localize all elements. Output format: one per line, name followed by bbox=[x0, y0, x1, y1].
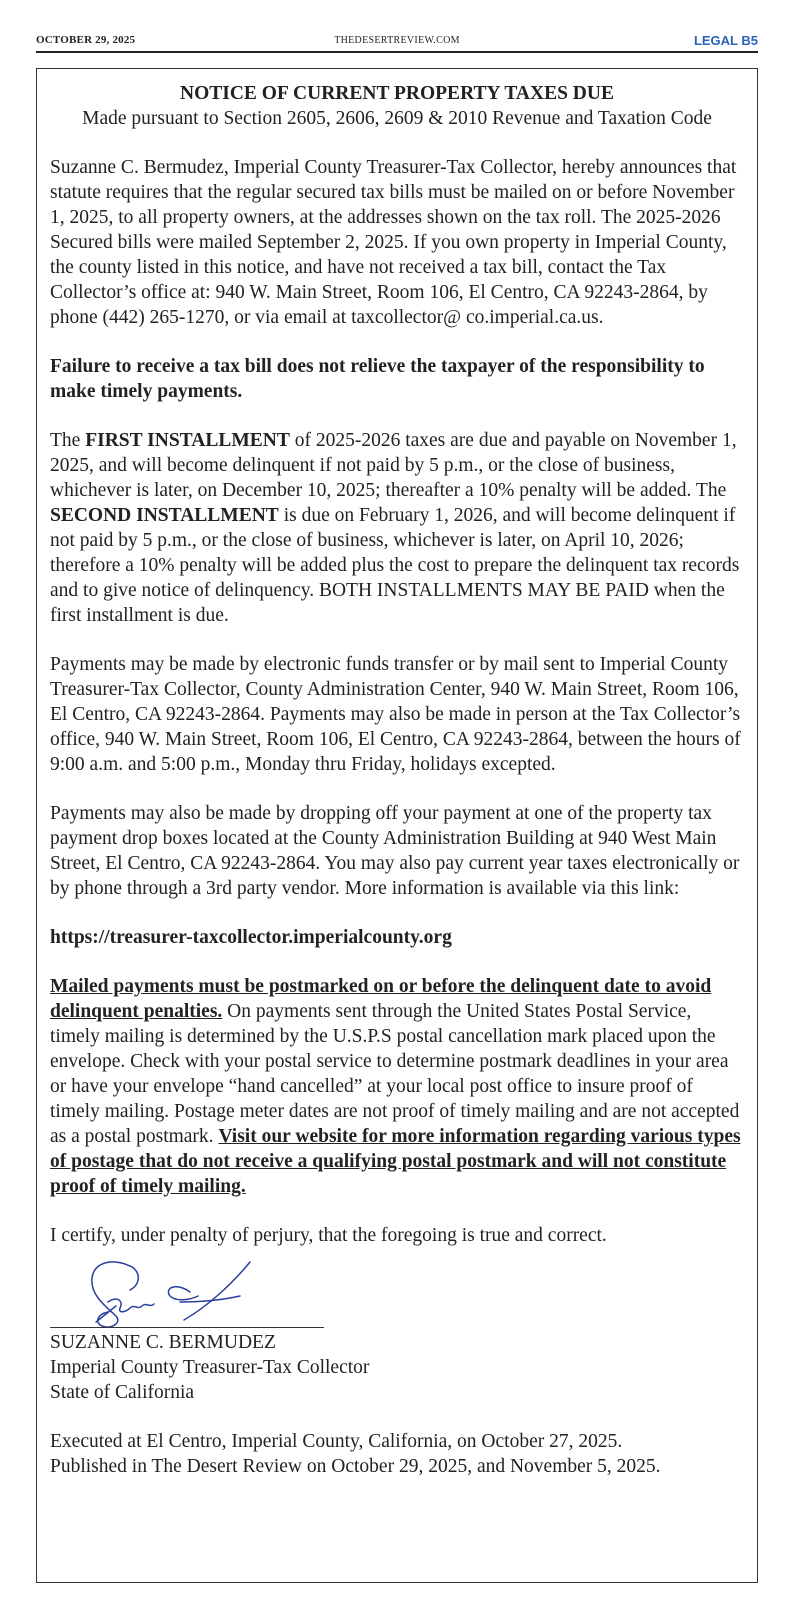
warning-text: Failure to receive a tax bill does not relieve the taxpayer of the responsibility to make timely payments. bbox=[50, 356, 705, 402]
payment-methods-paragraph: Payments may be made by electronic funds transfer or by mail sent to Imperial County Treasurer-Tax Collector, County Administration Center, 940 W. Main Street, Room 106, El Centro, CA 92243-2864. Payments may also be made in person at the Tax Collector’s office, 940 W. Main Street, Room 106, El Centro, CA 92243-2864, between the hours of 9:00 a.m. and 5:00 p.m., Monday thru Friday, holidays excepted. bbox=[50, 654, 741, 775]
first-installment-label: FIRST INSTALLMENT bbox=[85, 430, 290, 451]
signatory-title: Imperial County Treasurer-Tax Collector bbox=[50, 1357, 370, 1378]
postmark-paragraph bbox=[50, 974, 744, 1199]
postmark-website-note: Visit our website for more information regarding various types of postage that do not receive a qualifying postal postmark and will not constitute proof of timely mailing. bbox=[50, 1126, 741, 1197]
second-installment-label: SECOND INSTALLMENT bbox=[50, 505, 279, 526]
installments-text-2: of 2025-2026 taxes are due and payable on November 1, 2025, and will become delinquent if not paid by 5 p.m., or the close of business, whichever is later, on December 10, 2025; thereafter a 10% penalty will be added. The bbox=[50, 430, 737, 501]
masthead bbox=[36, 33, 758, 53]
masthead-date: OCTOBER 29, 2025 bbox=[36, 34, 136, 46]
executed-line: Executed at El Centro, Imperial County, California, on October 27, 2025. bbox=[50, 1431, 623, 1452]
notice-intro-paragraph: Suzanne C. Bermudez, Imperial County Treasurer-Tax Collector, hereby announces that statute requires that the regular secured tax bills must be mailed on or before November 1, 2025, to all property owners, at the addresses shown on the tax roll. The 2025-2026 Secured bills were mailed September 2, 2025. If you own property in Imperial County, the county listed in this notice, and have not received a tax bill, contact the Tax Collector’s office at: 940 W. Main Street, Room 106, El Centro, CA 92243-2864, by phone (442) 265-1270, or via email at taxcollector@ co.imperial.ca.us. bbox=[50, 157, 737, 328]
notice-title: NOTICE OF CURRENT PROPERTY TAXES DUE bbox=[180, 83, 614, 104]
legal-notice bbox=[36, 68, 758, 1583]
signature-area bbox=[50, 1256, 744, 1330]
handwritten-signature bbox=[72, 1256, 292, 1332]
postmark-warning: Mailed payments must be postmarked on or before the delinquent date to avoid delinquent penalties. bbox=[50, 976, 712, 1022]
signatory-state: State of California bbox=[50, 1382, 195, 1403]
website-link[interactable]: https://treasurer-taxcollector.imperialcounty.org bbox=[50, 927, 452, 948]
postmark-text: On payments sent through the United States Postal Service, timely mailing is determined by the U.S.P.S postal cancellation mark placed upon the envelope. Check with your postal service to determine postmark deadlines in your area or have your envelope “hand cancelled” at your local post office to insure proof of timely mailing. Postage meter dates are not proof of timely mailing and are not accepted as a postal postmark. bbox=[50, 1001, 740, 1147]
notice-subtitle: Made pursuant to Section 2605, 2606, 2609 & 2010 Revenue and Taxation Code bbox=[82, 108, 712, 129]
signatory-name: SUZANNE C. BERMUDEZ bbox=[50, 1332, 276, 1353]
masthead-site: THEDESERTREVIEW.COM bbox=[334, 35, 460, 46]
notice-warning-paragraph bbox=[50, 354, 744, 404]
signatory-block bbox=[50, 1330, 744, 1405]
certification-statement: I certify, under penalty of perjury, that the foregoing is true and correct. bbox=[50, 1225, 607, 1246]
signature-line bbox=[50, 1327, 324, 1328]
masthead-page-label: LEGAL B5 bbox=[693, 33, 758, 48]
website-link-paragraph bbox=[50, 925, 744, 950]
installments-text-1: The bbox=[50, 430, 86, 451]
installments-paragraph bbox=[50, 428, 744, 628]
execution-statement bbox=[50, 1429, 744, 1479]
published-line: Published in The Desert Review on October 29, 2025, and November 5, 2025. bbox=[50, 1456, 661, 1477]
drop-box-paragraph: Payments may also be made by dropping off your payment at one of the property tax payment drop boxes located at the County Administration Building at 940 West Main Street, El Centro, CA 92243-2864. You may also pay current year taxes electronically or by phone through a 3rd party vendor. More information is available via this link: bbox=[50, 803, 740, 899]
installments-text-3: is due on February 1, 2026, and will become delinquent if not paid by 5 p.m., or the close of business, whichever is later, on April 10, 2026; therefore a 10% penalty will be added plus the cost to prepare the delinquent tax records and to give notice of delinquency. BOTH INSTALLMENTS MAY BE PAID when the first installment is due. bbox=[50, 505, 740, 626]
